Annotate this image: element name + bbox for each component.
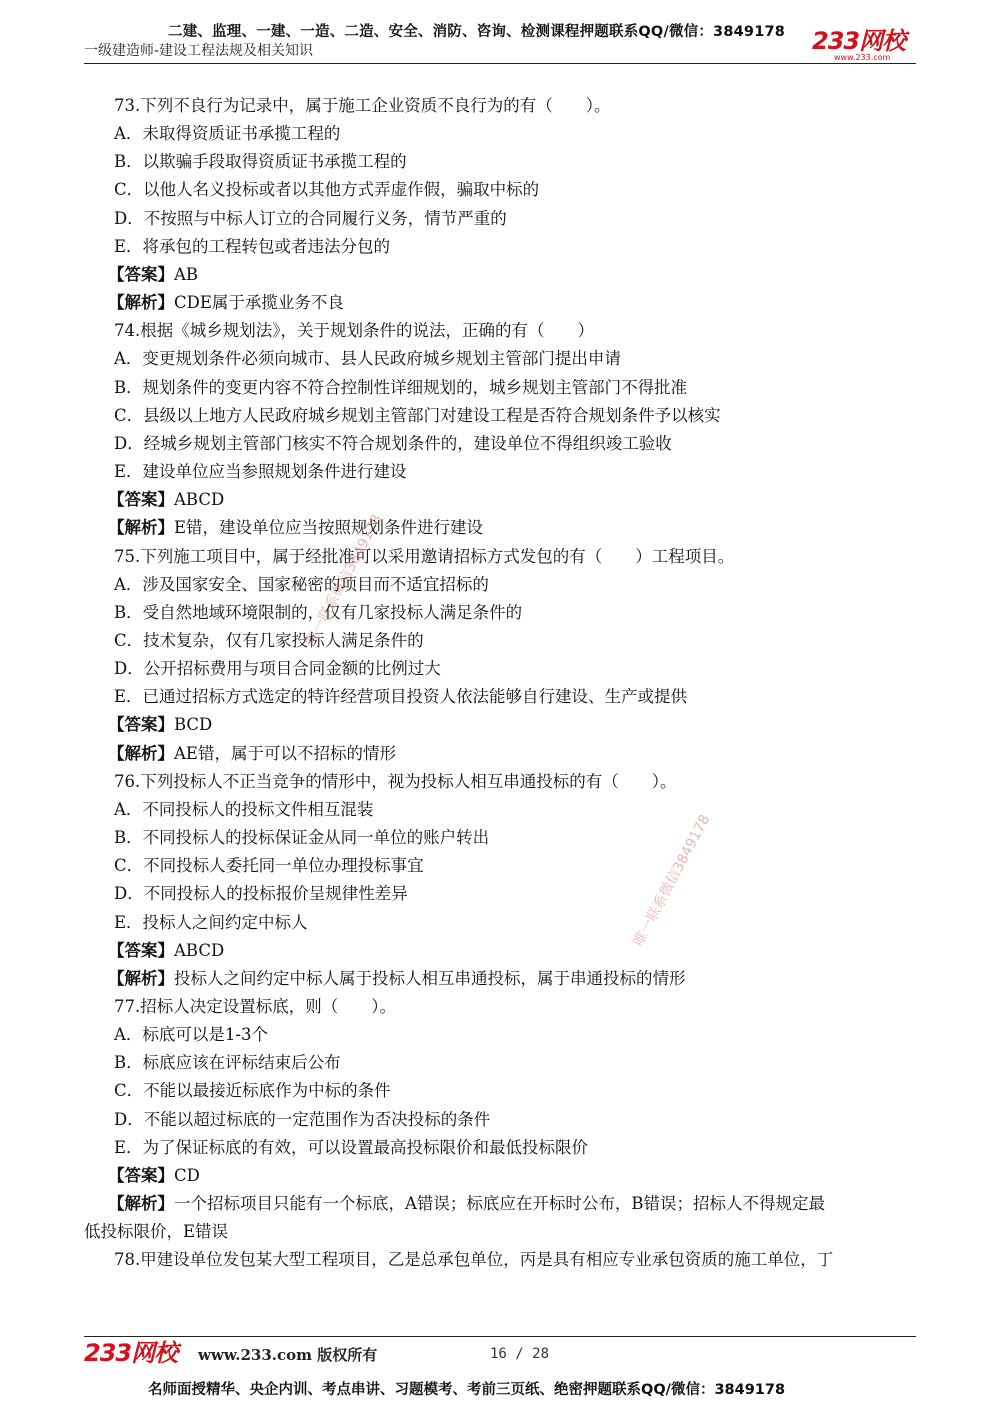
header-contact-text: 二建、监理、一建、一造、二造、安全、消防、咨询、检测课程押题联系QQ/微信：3849178 (168, 24, 786, 40)
answer-value: CD (174, 1165, 200, 1185)
question-stem: 77.招标人决定设置标底，则（ ）。 (114, 997, 396, 1016)
question-list (84, 92, 924, 1275)
answer-label: 【答案】 (108, 264, 174, 284)
question-75 (108, 543, 924, 768)
answer-label: 【答案】 (108, 715, 174, 735)
watermark-text: 唯一联系微信3849178 (630, 812, 714, 949)
option-e: E．投标人之间约定中标人 (114, 912, 308, 932)
footer-copyright: www.233.com 版权所有 (198, 1346, 378, 1364)
option-e: E．已通过招标方式选定的特许经营项目投资人依法能够自行建设、生产或提供 (114, 687, 688, 707)
option-c: C．县级以上地方人民政府城乡规划主管部门对建设工程是否符合规划条件予以核实 (114, 405, 721, 425)
explanation-text: E错，建设单位应当按照规划条件进行建设 (174, 518, 484, 538)
explanation-line (108, 740, 924, 768)
answer-line (108, 937, 924, 965)
option-d: D．公开招标费用与项目合同金额的比例过大 (114, 659, 441, 679)
header-subject-title: 一级建造师-建设工程法规及相关知识 (84, 43, 314, 59)
explanation-text: 一个招标项目只能有一个标底，A错误；标底应在开标时公布，B错误；招标人不得规定最 (174, 1194, 826, 1214)
option-d: D．经城乡规划主管部门核实不符合规划条件的，建设单位不得组织竣工验收 (114, 433, 672, 453)
question-77 (84, 993, 924, 1246)
footer-logo[interactable]: 233网校 (84, 1339, 178, 1367)
answer-label: 【答案】 (108, 1165, 174, 1185)
option-b: B．规划条件的变更内容不符合控制性详细规划的，城乡规划主管部门不得批准 (114, 377, 688, 397)
explanation-text: CDE属于承揽业务不良 (174, 293, 344, 313)
option-d: D．不能以超过标底的一定范围作为否决投标的条件 (114, 1109, 491, 1129)
question-stem: 73.下列不良行为记录中，属于施工企业资质不良行为的有（ ）。 (114, 96, 611, 115)
option-b: B．以欺骗手段取得资质证书承揽工程的 (114, 152, 407, 172)
question-76 (108, 768, 924, 993)
option-e: E．建设单位应当参照规划条件进行建设 (114, 462, 407, 482)
option-c: C．不同投标人委托同一单位办理投标事宜 (114, 856, 424, 876)
explanation-line (108, 1190, 924, 1218)
answer-label: 【答案】 (108, 940, 174, 960)
page-number: 16 / 28 (490, 1346, 550, 1362)
explanation-line (108, 514, 924, 542)
question-stem: 74.根据《城乡规划法》，关于规划条件的说法，正确的有（ ） (114, 321, 594, 341)
explanation-label: 【解析】 (108, 518, 174, 538)
answer-value: BCD (174, 715, 213, 735)
logo-url: www.233.com (834, 53, 891, 62)
option-c: C．不能以最接近标底作为中标的条件 (114, 1081, 391, 1101)
option-d: D．不同投标人的投标报价呈规律性差异 (114, 884, 408, 904)
option-d: D．不按照与中标人订立的合同履行义务，情节严重的 (114, 208, 507, 228)
option-c: C．技术复杂，仅有几家投标人满足条件的 (114, 630, 424, 650)
footer-divider (84, 1336, 916, 1337)
question-stem: 75.下列施工项目中，属于经批准可以采用邀请招标方式发包的有（ ）工程项目。 (114, 546, 735, 566)
logo-text: 233网校 (812, 27, 906, 55)
question-stem: 78.甲建设单位发包某大型工程项目，乙是总承包单位，丙是具有相应专业承包资质的施工单位，丁 (114, 1250, 834, 1270)
explanation-line (108, 289, 924, 317)
option-a: A．涉及国家安全、国家秘密的项目而不适宜招标的 (114, 574, 489, 594)
option-a: A．变更规划条件必须向城市、县人民政府城乡规划主管部门提出申请 (114, 349, 621, 369)
footer-contact-text: 名师面授精华、央企内训、考点串讲、习题模考、考前三页纸、绝密押题联系QQ/微信：3849178 (148, 1382, 786, 1398)
explanation-label: 【解析】 (108, 743, 174, 763)
header-divider (84, 63, 916, 64)
answer-value: ABCD (174, 940, 225, 960)
option-a: A．不同投标人的投标文件相互混装 (114, 799, 374, 819)
explanation-continuation: 低投标限价，E错误 (84, 1222, 229, 1242)
option-b: B．不同投标人的投标保证金从同一单位的账户转出 (114, 828, 490, 848)
answer-label: 【答案】 (108, 490, 174, 510)
header-logo[interactable] (812, 28, 922, 64)
explanation-label: 【解析】 (108, 293, 174, 313)
option-c: C．以他人名义投标或者以其他方式弄虚作假，骗取中标的 (114, 180, 540, 200)
explanation-label: 【解析】 (108, 968, 174, 988)
question-78 (114, 1246, 924, 1274)
question-73 (108, 92, 924, 317)
explanation-line (108, 965, 924, 993)
question-74 (108, 317, 924, 542)
watermark-text: 唯一联系微信3849178 (302, 512, 386, 649)
answer-value: AB (174, 264, 199, 284)
option-a: A．未取得资质证书承揽工程的 (114, 124, 341, 144)
explanation-text: AE错，属于可以不招标的情形 (174, 743, 396, 763)
explanation-text: 投标人之间约定中标人属于投标人相互串通投标，属于串通投标的情形 (174, 968, 686, 988)
option-b: B．标底应该在评标结束后公布 (114, 1053, 341, 1073)
answer-line (108, 1162, 924, 1190)
explanation-label: 【解析】 (108, 1194, 174, 1214)
option-e: E．将承包的工程转包或者违法分包的 (114, 236, 391, 256)
option-e: E．为了保证标底的有效，可以设置最高投标限价和最低投标限价 (114, 1137, 589, 1157)
option-b: B．受自然地域环境限制的，仅有几家投标人满足条件的 (114, 602, 523, 622)
question-stem: 76.下列投标人不正当竞争的情形中，视为投标人相互串通投标的有（ ）。 (114, 771, 677, 791)
option-a: A．标底可以是1-3个 (114, 1025, 268, 1045)
answer-line (108, 486, 924, 514)
answer-line (108, 711, 924, 739)
answer-line (108, 261, 924, 289)
answer-value: ABCD (174, 490, 225, 510)
